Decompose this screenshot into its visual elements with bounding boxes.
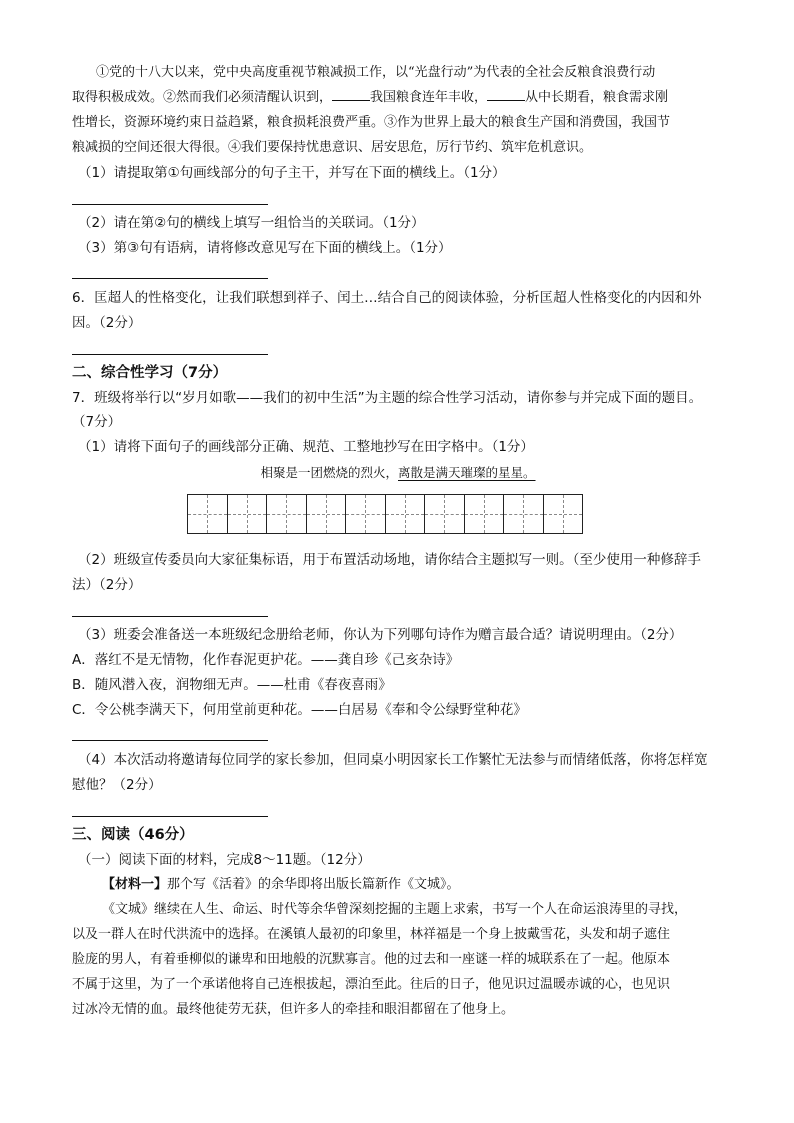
option-b[interactable]: B．随风潜入夜，润物细无声。——杜甫《春夜喜雨》 xyxy=(72,677,392,693)
grid-cell[interactable] xyxy=(266,494,307,534)
material-1-label: 【材料一】 xyxy=(102,877,168,892)
option-c[interactable]: C．令公桃李满天下，何用堂前更种花。——白居易《奉和令公绿野堂种花》 xyxy=(72,702,527,718)
question-6-line-1: 6．匡超人的性格变化，让我们联想到祥子、闰土…结合自己的阅读体验，分析匡超人性格变化的内因和外 xyxy=(72,290,702,306)
grid-cell[interactable] xyxy=(385,494,426,534)
question-5-3: （3）第③句有语病，请将修改意见写在下面的横线上。（1分） xyxy=(78,240,452,256)
blank-1[interactable] xyxy=(332,88,370,101)
grid-cell[interactable] xyxy=(464,494,505,534)
question-7-line-1: 7．班级将举行以“岁月如歌——我们的初中生活”为主题的综合性学习活动，请你参与并完成下面的题目。 xyxy=(72,390,703,406)
question-5-1: （1）请提取第①句画线部分的句子主干，并写在下面的横线上。（1分） xyxy=(78,165,506,181)
answer-line[interactable] xyxy=(72,816,268,817)
grid-cell[interactable] xyxy=(503,494,544,534)
passage-line-2-text: 取得积极成效。②然而我们必须清醒认识到， xyxy=(72,90,333,105)
question-7-2-line-2: 法）（2分） xyxy=(72,577,142,593)
material-1-text: 那个写《活着》的余华即将出版长篇新作《文城》。 xyxy=(167,877,460,892)
passage-line-2b-text: 我国粮食连年丰收， xyxy=(370,90,488,105)
answer-line[interactable] xyxy=(72,616,268,617)
reading-intro: （一）阅读下面的材料，完成8～11题。（12分） xyxy=(78,852,371,868)
reading-line-1: 《文城》继续在人生、命运、时代等余华曾深刻挖掘的主题上求索，书写一个人在命运浪涛里的寻找， xyxy=(102,902,688,917)
grid-cell[interactable] xyxy=(306,494,347,534)
reading-line-5: 过冰冷无情的血。最终他徒劳无获，但许多人的牵挂和眼泪都留在了他身上。 xyxy=(72,1002,515,1017)
grid-cell[interactable] xyxy=(187,494,228,534)
tianzige-grid[interactable] xyxy=(187,494,583,534)
passage-line-3: 性增长，资源环境约束日益趋紧，粮食损耗浪费严重。③作为世界上最大的粮食生产国和消费国，我国节 xyxy=(72,115,671,130)
question-7-2-line-1: （2）班级宣传委员向大家征集标语，用于布置活动场地，请你结合主题拟写一则。（至少使用一种修辞手 xyxy=(78,552,701,568)
copy-sentence xyxy=(72,464,724,482)
copy-sentence-part-a: 相聚是一团燃烧的烈火， xyxy=(260,465,398,480)
passage-line-2 xyxy=(72,88,724,108)
question-7-1: （1）请将下面句子的画线部分正确、规范、工整地抄写在田字格中。（1分） xyxy=(78,439,534,455)
grid-cell[interactable] xyxy=(345,494,386,534)
material-1-line xyxy=(102,875,724,895)
grid-cell[interactable] xyxy=(424,494,465,534)
answer-line[interactable] xyxy=(72,740,268,741)
section-2-heading: 二、综合性学习（7分） xyxy=(72,365,228,381)
section-3-heading: 三、阅读（46分） xyxy=(72,827,194,843)
passage-line-4: 粮减损的空间还很大得很。④我们要保持忧患意识、居安思危，厉行节约、筑牢危机意识。 xyxy=(72,140,593,155)
answer-line[interactable] xyxy=(72,204,268,205)
reading-line-3: 脸庞的男人，有着垂柳似的谦卑和田地般的沉默寡言。他的过去和一座谜一样的城联系在了一起。他原本 xyxy=(72,952,671,967)
option-a[interactable]: A．落红不是无情物，化作春泥更护花。——龚自珍《己亥杂诗》 xyxy=(72,652,460,668)
question-7-line-2: （7分） xyxy=(72,414,122,430)
question-7-3: （3）班委会准备送一本班级纪念册给老师，你认为下列哪句诗作为赠言最合适？请说明理由。（2分） xyxy=(78,627,683,643)
question-5-2: （2）请在第②句的横线上填写一组恰当的关联词。（1分） xyxy=(78,215,425,231)
blank-2[interactable] xyxy=(487,88,525,101)
passage-line-2c-text: 从中长期看，粮食需求刚 xyxy=(525,90,669,105)
question-7-4-line-2: 慰他？（2分） xyxy=(72,777,162,793)
question-6-line-2: 因。（2分） xyxy=(72,315,142,331)
answer-line[interactable] xyxy=(72,354,268,355)
grid-cell[interactable] xyxy=(227,494,268,534)
copy-sentence-underlined: 离散是满天璀璨的星星。 xyxy=(398,465,536,480)
answer-line[interactable] xyxy=(72,278,268,279)
reading-line-2: 以及一群人在时代洪流中的选择。在溪镇人最初的印象里，林祥福是一个身上披戴雪花，头发和胡子遮住 xyxy=(72,927,671,942)
grid-cell[interactable] xyxy=(543,494,584,534)
question-7-4-line-1: （4）本次活动将邀请每位同学的家长参加，但同桌小明因家长工作繁忙无法参与而情绪低落，你将怎样宽 xyxy=(78,752,708,768)
reading-line-4: 不属于这里，为了一个承诺他将自己连根拔起，漂泊至此。往后的日子，他见识过温暖赤诚的心，也见识 xyxy=(72,977,671,992)
passage-line-1: ①党的十八大以来，党中央高度重视节粮减损工作，以“光盘行动”为代表的全社会反粮食浪费行动 xyxy=(96,65,656,80)
